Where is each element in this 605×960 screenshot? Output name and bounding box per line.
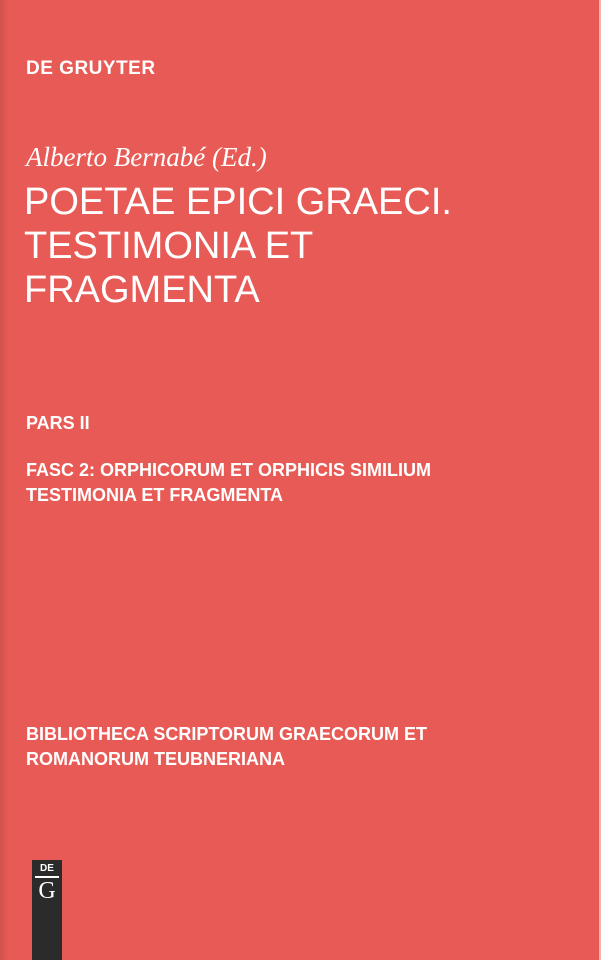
series-title bbox=[26, 722, 586, 772]
fascicle-line: FASC 2: ORPHICORUM ET ORPHICIS SIMILIUM bbox=[26, 460, 432, 480]
series-line: ROMANORUM TEUBNERIANA bbox=[26, 749, 285, 769]
publisher-name: DE GRUYTER bbox=[26, 58, 156, 79]
title-line: POETAE EPICI GRAECI. bbox=[24, 181, 452, 223]
title-line: TESTIMONIA ET bbox=[24, 225, 314, 267]
editor-name: Alberto Bernabé (Ed.) bbox=[26, 142, 267, 172]
volume-part: PARS II bbox=[26, 413, 90, 433]
title-line: FRAGMENTA bbox=[24, 269, 260, 311]
book-title bbox=[24, 180, 584, 312]
fascicle-title bbox=[26, 458, 586, 508]
series-line: BIBLIOTHECA SCRIPTORUM GRAECORUM ET bbox=[26, 724, 428, 744]
spine-shadow bbox=[0, 0, 8, 960]
logo-de-text: DE bbox=[40, 863, 54, 874]
logo-g-letter: G bbox=[38, 878, 56, 904]
fascicle-line: TESTIMONIA ET FRAGMENTA bbox=[26, 485, 283, 505]
